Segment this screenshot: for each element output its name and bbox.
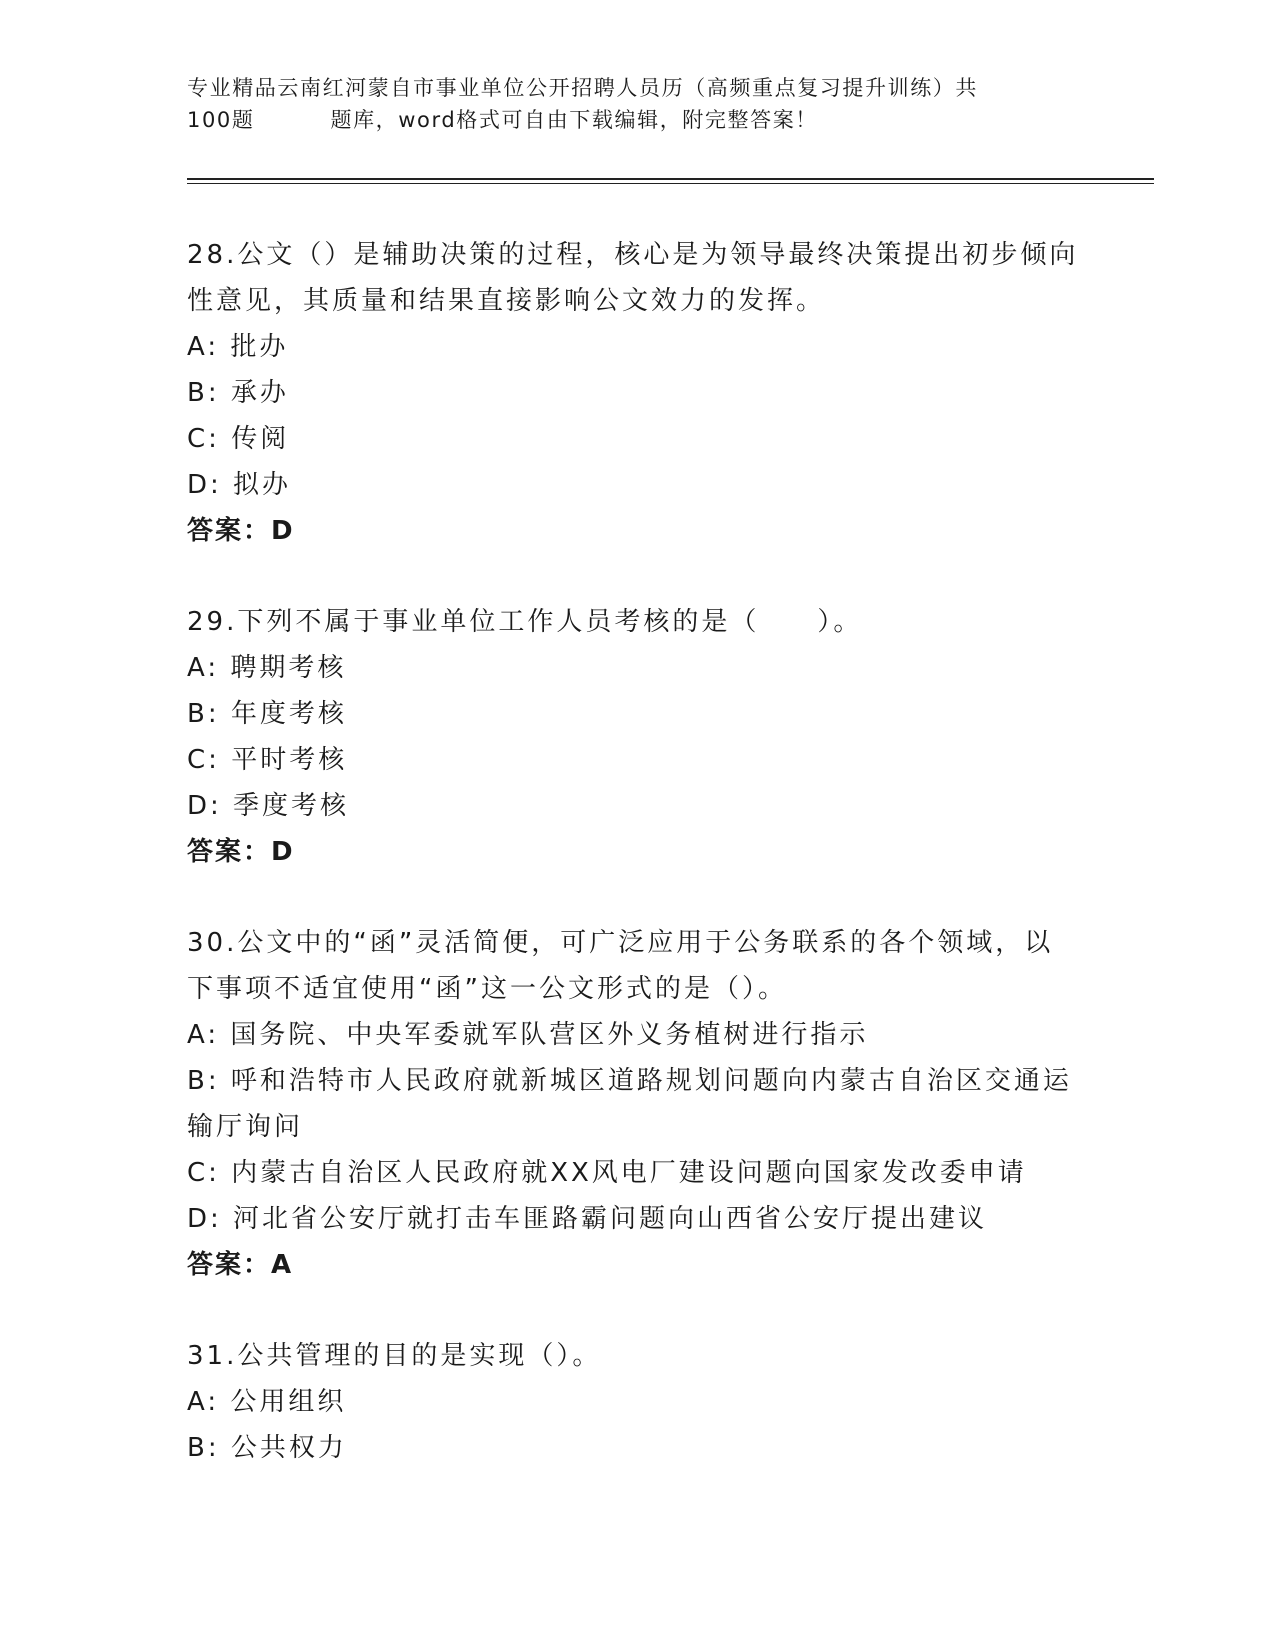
option-b: B: 公共权力 [187,1433,347,1463]
option-c: C: 平时考核 [187,745,348,775]
document-header [187,72,1067,136]
header-line-1: 专业精品云南红河蒙自市事业单位公开招聘人员历（高频重点复习提升训练）共 [187,76,978,100]
option-a: A: 聘期考核 [187,653,347,683]
option-b: B: 年度考核 [187,699,347,729]
answer: 答案：D [187,837,295,867]
question-stem: 29.下列不属于事业单位工作人员考核的是（ ）。 [187,607,863,637]
question-29 [187,599,1087,875]
question-30 [187,920,1087,1288]
option-d: D: 河北省公安厅就打击车匪路霸问题向山西省公安厅提出建议 [187,1204,988,1234]
question-stem: 28.公文（）是辅助决策的过程，核心是为领导最终决策提出初步倾向 [187,240,1079,270]
question-number: 30. [187,928,238,958]
option-a: A: 公用组织 [187,1387,347,1417]
question-list [187,232,1087,1516]
question-number: 31. [187,1341,238,1371]
option-c: C: 内蒙古自治区人民政府就XX风电厂建设问题向国家发改委申请 [187,1158,1027,1188]
question-stem-cont: 性意见，其质量和结果直接影响公文效力的发挥。 [187,286,826,316]
question-stem: 30.公文中的“函”灵活简便，可广泛应用于公务联系的各个领域，以 [187,928,1054,958]
question-28 [187,232,1087,554]
option-b: B: 呼和浩特市人民政府就新城区道路规划问题向内蒙古自治区交通运 [187,1066,1072,1096]
option-b-cont: 输厅询问 [187,1112,304,1142]
header-description: 题库，word格式可自由下载编辑，附完整答案！ [330,108,818,132]
header-count: 100题 [187,108,255,132]
option-c: C: 传阅 [187,424,290,454]
option-b: B: 承办 [187,378,289,408]
question-stem-cont: 下事项不适宜使用“函”这一公文形式的是（）。 [187,974,787,1004]
header-divider [187,178,1154,184]
option-a: A: 批办 [187,332,289,362]
option-d: D: 拟办 [187,470,292,500]
question-number: 28. [187,240,238,270]
question-number: 29. [187,607,238,637]
option-a: A: 国务院、中央军委就军队营区外义务植树进行指示 [187,1020,869,1050]
answer: 答案：D [187,516,295,546]
answer: 答案：A [187,1250,294,1280]
question-31 [187,1333,1087,1471]
option-d: D: 季度考核 [187,791,350,821]
header-line-2 [187,104,1067,136]
question-stem: 31.公共管理的目的是实现（）。 [187,1341,602,1371]
